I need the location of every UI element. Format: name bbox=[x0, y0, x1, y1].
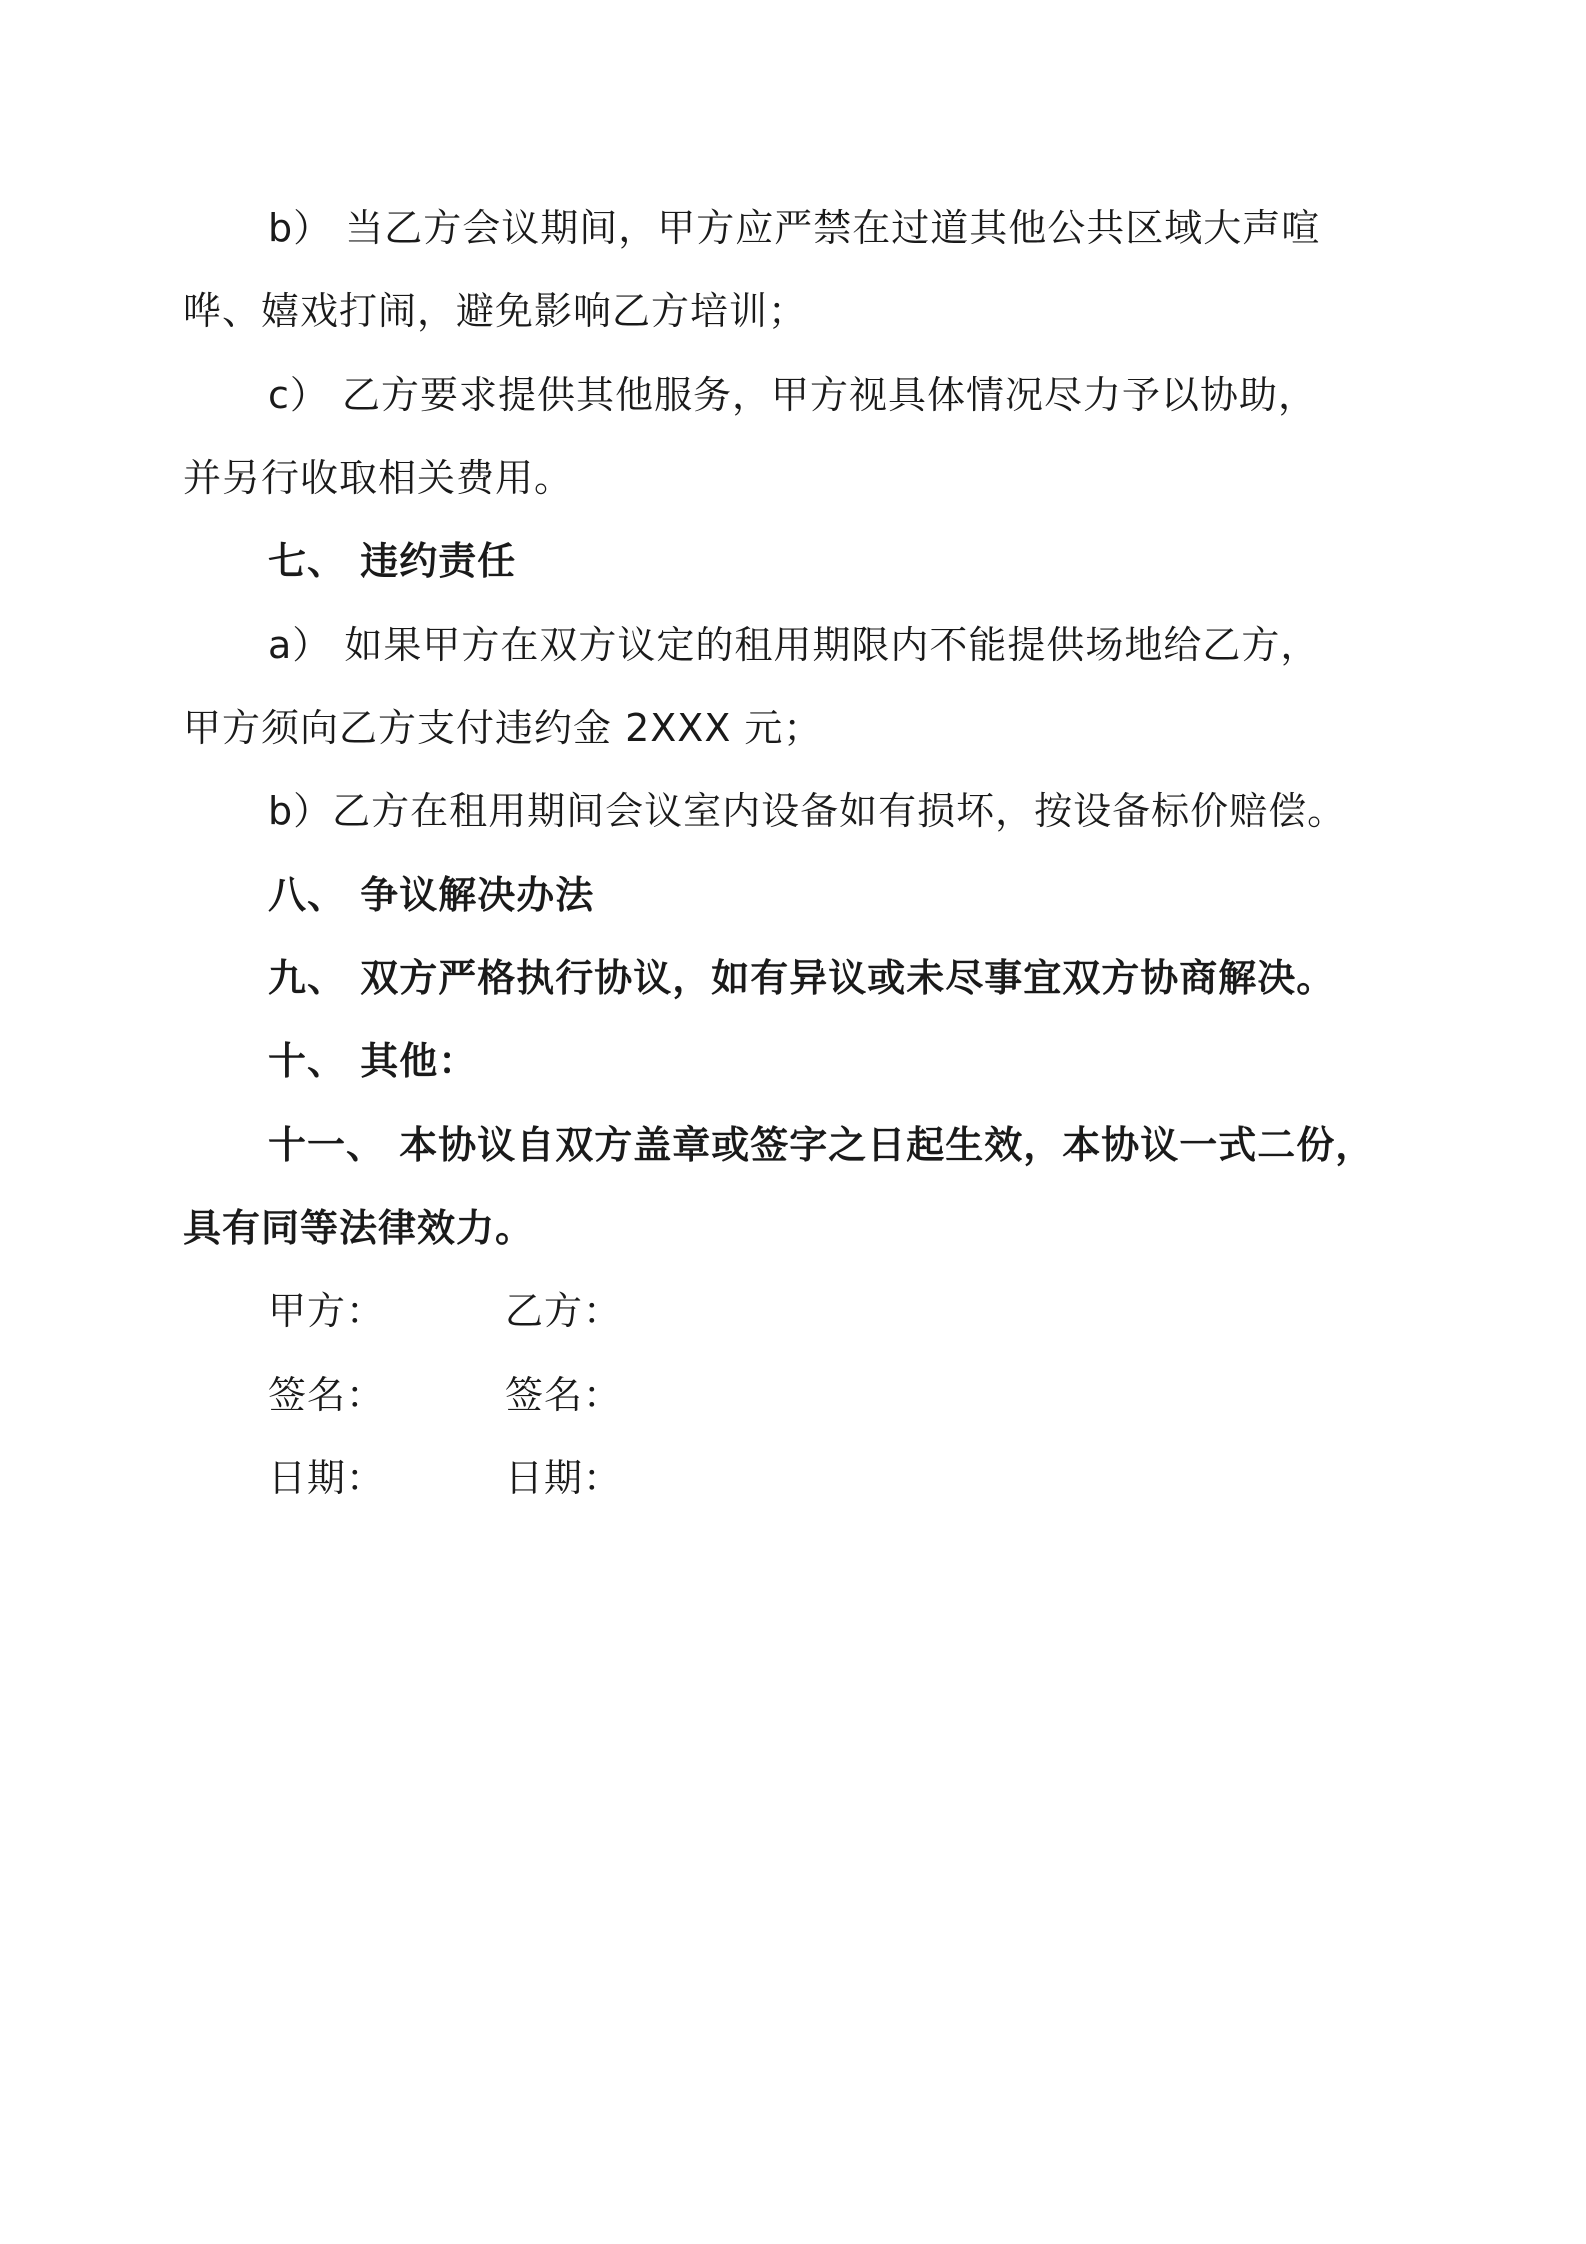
section-9-text: 九、 双方严格执行协议，如有异议或未尽事宜双方协商解决。 bbox=[268, 956, 1336, 1000]
party-a-label: 甲方： bbox=[268, 1289, 386, 1333]
date-a-label: 日期： bbox=[268, 1456, 386, 1500]
clause-b-line-2: 哗、嬉戏打闹，避免影响乙方培训； bbox=[183, 289, 808, 333]
clause-c-line-2: 并另行收取相关费用。 bbox=[183, 456, 574, 500]
section-7-clause-b: b）乙方在租用期间会议室内设备如有损坏，按设备标价赔偿。 bbox=[268, 789, 1347, 833]
signature-a-label: 签名： bbox=[268, 1373, 386, 1417]
section-7-clause-a-line-2: 甲方须向乙方支付违约金 2XXX 元； bbox=[183, 706, 823, 750]
clause-c-line-1: c） 乙方要求提供其他服务，甲方视具体情况尽力予以协助， bbox=[268, 373, 1317, 417]
section-10-heading: 十、 其他： bbox=[268, 1039, 478, 1083]
section-7-heading: 七、 违约责任 bbox=[268, 539, 517, 583]
section-11-line-2: 具有同等法律效力。 bbox=[183, 1206, 535, 1250]
signature-b-label: 签名： bbox=[505, 1373, 623, 1417]
section-8-heading: 八、 争议解决办法 bbox=[268, 873, 595, 917]
section-7-clause-a-line-1: a） 如果甲方在双方议定的租用期限内不能提供场地给乙方， bbox=[268, 623, 1320, 667]
clause-b-line-1: b） 当乙方会议期间，甲方应严禁在过道其他公共区域大声喧 bbox=[268, 206, 1321, 250]
section-11-line-1: 十一、 本协议自双方盖章或签字之日起生效，本协议一式二份， bbox=[268, 1123, 1375, 1167]
party-b-label: 乙方： bbox=[505, 1289, 623, 1333]
date-b-label: 日期： bbox=[505, 1456, 623, 1500]
